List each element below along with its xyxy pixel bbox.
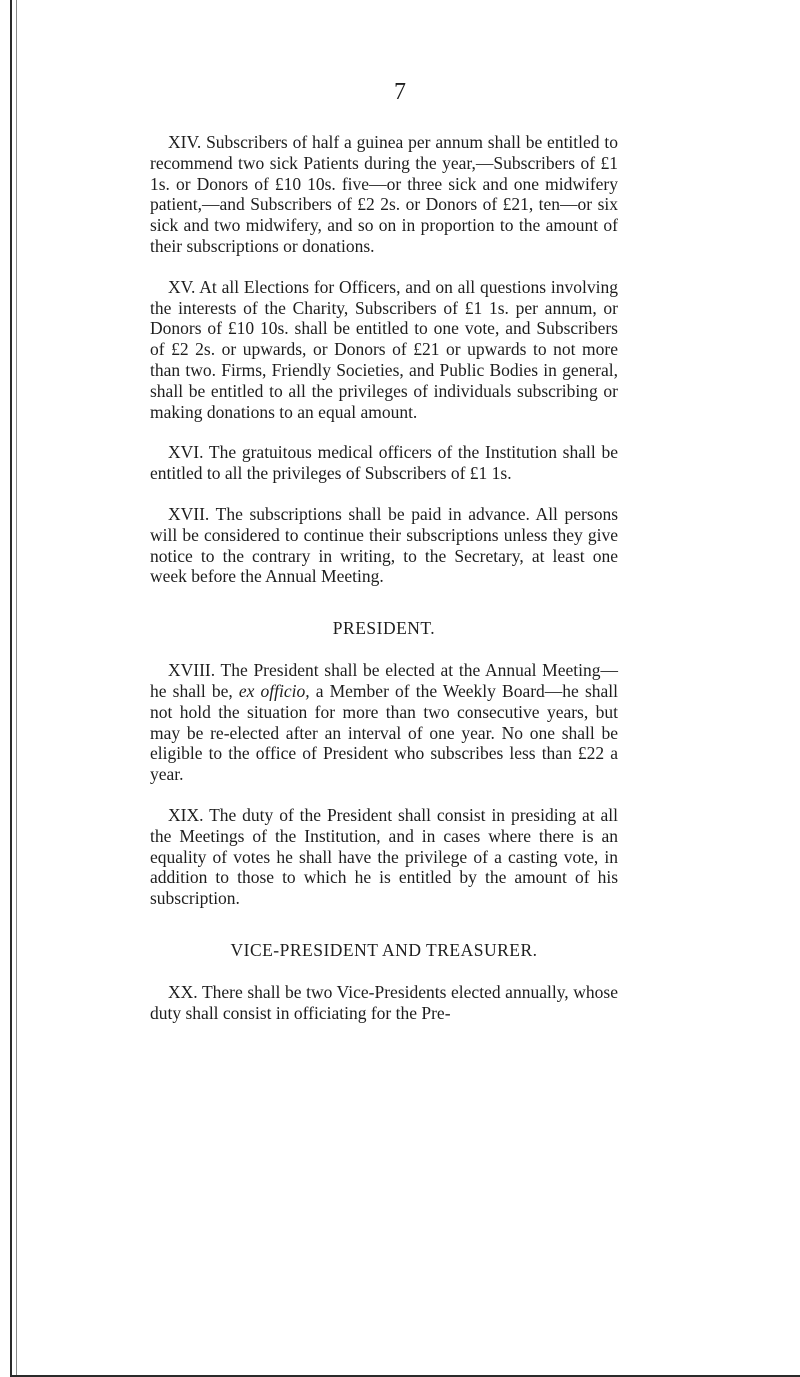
rule-text-italic: ex officio, — [238, 680, 310, 701]
rule-paragraph-xviii — [150, 660, 618, 785]
page-binding-edge-inner — [16, 0, 17, 1377]
rule-paragraph-xvi — [150, 442, 618, 484]
section-heading-president: PRESIDENT. — [332, 618, 436, 639]
rule-number: XVI. — [168, 442, 204, 463]
rule-text: At all Elections for Officers, and on all questions involving the interests of the Charity, Subscribers of £1 1s. per annum, or Donors of £10 10s. shall be entitled to one vote, and Subscribers of £2 2s. or upwards, or Donors of £21 or upwards to not more than two. Firms, Friendly Societies, and Public Bodies in general, shall be entitled to all the privileges of individuals subscribing or making donations to an equal amount. — [150, 276, 618, 422]
rule-number: XVIII. — [168, 660, 216, 681]
page-binding-edge — [10, 0, 12, 1377]
rule-text: The duty of the President shall consist in presiding at all the Meetings of the Institution, and in cases where there is an equality of votes he shall have the privilege of a casting vote, in addition to those to which he is entitled by the amount of his subscription. — [150, 804, 619, 909]
rule-text: The subscriptions shall be paid in advance. All persons will be considered to continue their subscriptions unless they give notice to the contrary in writing, to the Secretary, at least one week before the Annual Meeting. — [150, 503, 619, 587]
rule-text: The gratuitous medical officers of the Institution shall be entitled to all the privileges of Subscribers of £1 1s. — [150, 442, 618, 484]
section-heading-vice-president: VICE-PRESIDENT AND TREASURER. — [230, 939, 538, 960]
rule-paragraph-xix — [150, 805, 618, 909]
page-number: 7 — [394, 79, 406, 105]
rule-number: XIV. — [168, 132, 202, 152]
rule-text: Subscribers of half a guinea per annum shall be entitled to recommend two sick Patients during the year,—Subscribers of £1 1s. or Donors of £10 10s. five—or three sick and one midwifery patient,—and Subscribers of £2 2s. or Donors of £21, ten—or six sick and two midwifery, and so on in proportion to the amount of their subscriptions or donations. — [150, 132, 618, 256]
rule-text: a Member of the Weekly Board—he shall not hold the situation for more than two consecutive years, but may be re-elected after an interval of one year. No one shall be eligible to the office of President who subscribes less than £22 a year. — [150, 680, 618, 785]
rule-number: XX. — [168, 981, 198, 1002]
rule-number: XIX. — [168, 804, 204, 825]
rule-paragraph-xvii — [150, 504, 618, 587]
rule-text: There shall be two Vice-Presidents elected annually, whose duty shall consist in officiating for the Pre- — [150, 981, 619, 1023]
rule-number: XVII. — [168, 503, 210, 524]
rule-paragraph-xiv — [150, 132, 618, 257]
rule-text: The President shall be elected at the Annual Meeting—he shall be, — [150, 660, 618, 701]
rule-paragraph-xx — [150, 982, 618, 1024]
rule-paragraph-xv — [150, 277, 618, 423]
page-body — [150, 132, 618, 1024]
rule-number: XV. — [168, 276, 196, 297]
